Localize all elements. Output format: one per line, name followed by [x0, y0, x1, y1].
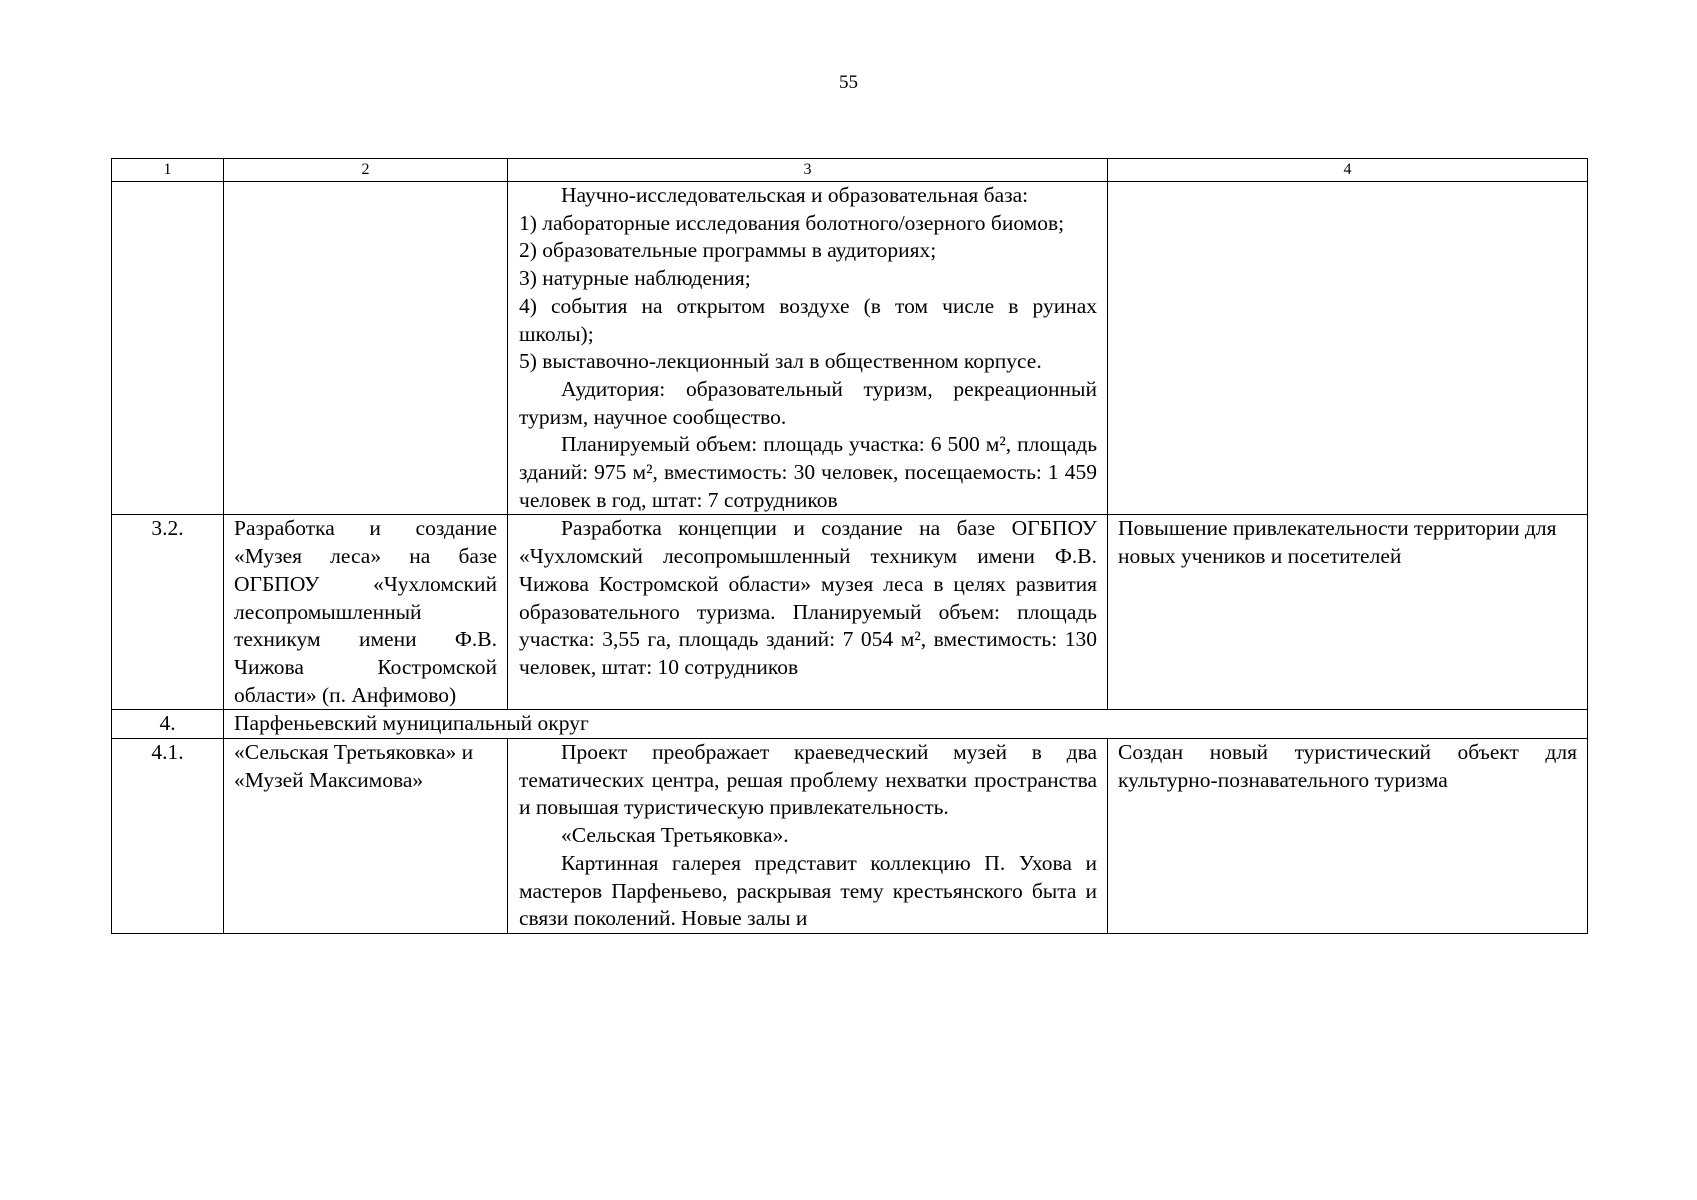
row-description — [508, 515, 1108, 710]
row-result: Создан новый туристический объект для культурно-познавательного туризма — [1108, 739, 1588, 934]
row-result: Повышение привлекательности территории для новых учеников и посетителей — [1108, 515, 1588, 710]
description-paragraph: Аудитория: образовательный туризм, рекреационный туризм, научное сообщество. — [519, 376, 1097, 429]
header-col-2: 2 — [224, 159, 508, 182]
row-number: 4.1. — [112, 739, 224, 934]
section-title: Парфеньевский муниципальный округ — [224, 710, 1588, 739]
table-header-row — [112, 159, 1588, 182]
description-paragraph: 4) события на открытом воздухе (в том числе в руинах школы); — [519, 293, 1097, 346]
description-paragraph: 3) натурные наблюдения; — [519, 266, 751, 291]
description-paragraph: Проект преображает краеведческий музей в два тематических центра, решая проблему нехватки пространства и повышая туристическую привлекательность. — [519, 740, 1097, 820]
description-paragraph: «Сельская Третьяковка». — [561, 823, 789, 848]
row-number — [112, 182, 224, 515]
table-row-4-1 — [112, 739, 1588, 934]
table-row-section-4 — [112, 710, 1588, 739]
page-number: 55 — [839, 72, 858, 93]
description-paragraph: Планируемый объем: площадь участка: 6 500 м², площадь зданий: 975 м², вместимость: 30 человек, посещаемость: 1 459 человек в год, штат: 7 сотрудников — [519, 432, 1097, 512]
table-row-3-2 — [112, 515, 1588, 710]
row-result — [1108, 182, 1588, 515]
description-paragraph: 5) выставочно-лекционный зал в общественном корпусе. — [519, 349, 1042, 374]
description-paragraph: Картинная галерея представит коллекцию П. Ухова и мастеров Парфеньево, раскрывая тему крестьянского быта и связи поколений. Новые залы и — [519, 850, 1097, 931]
row-title — [224, 182, 508, 515]
description-paragraph: Научно-исследовательская и образовательная база: — [561, 183, 1029, 207]
measures-table — [111, 158, 1588, 934]
description-paragraph: 1) лабораторные исследования болотного/озерного биомов; — [519, 210, 1065, 235]
row-title: «Сельская Третьяковка» и «Музей Максимова» — [224, 739, 508, 934]
row-description — [508, 182, 1108, 515]
header-col-4: 4 — [1108, 159, 1588, 182]
section-number: 4. — [112, 710, 224, 739]
row-description — [508, 739, 1108, 934]
table-row-continuation — [112, 182, 1588, 515]
description-paragraph: 2) образовательные программы в аудиториях; — [519, 238, 937, 263]
header-col-3: 3 — [508, 159, 1108, 182]
header-col-1: 1 — [112, 159, 224, 182]
description-paragraph: Разработка концепции и создание на базе ОГБПОУ «Чухломский лесопромышленный техникум имени Ф.В. Чижова Костромской области» музея леса в целях развития образовательного туризма. Планируемый объем: площадь участка: 3,55 га, площадь зданий: 7 054 м², вместимость: 130 человек, штат: 10 сотрудников — [519, 516, 1097, 679]
row-title: Разработка и создание «Музея леса» на базе ОГБПОУ «Чухломский лесопромышленный техникум имени Ф.В. Чижова Костромской области» (п. Анфимово) — [224, 515, 508, 710]
row-number: 3.2. — [112, 515, 224, 710]
